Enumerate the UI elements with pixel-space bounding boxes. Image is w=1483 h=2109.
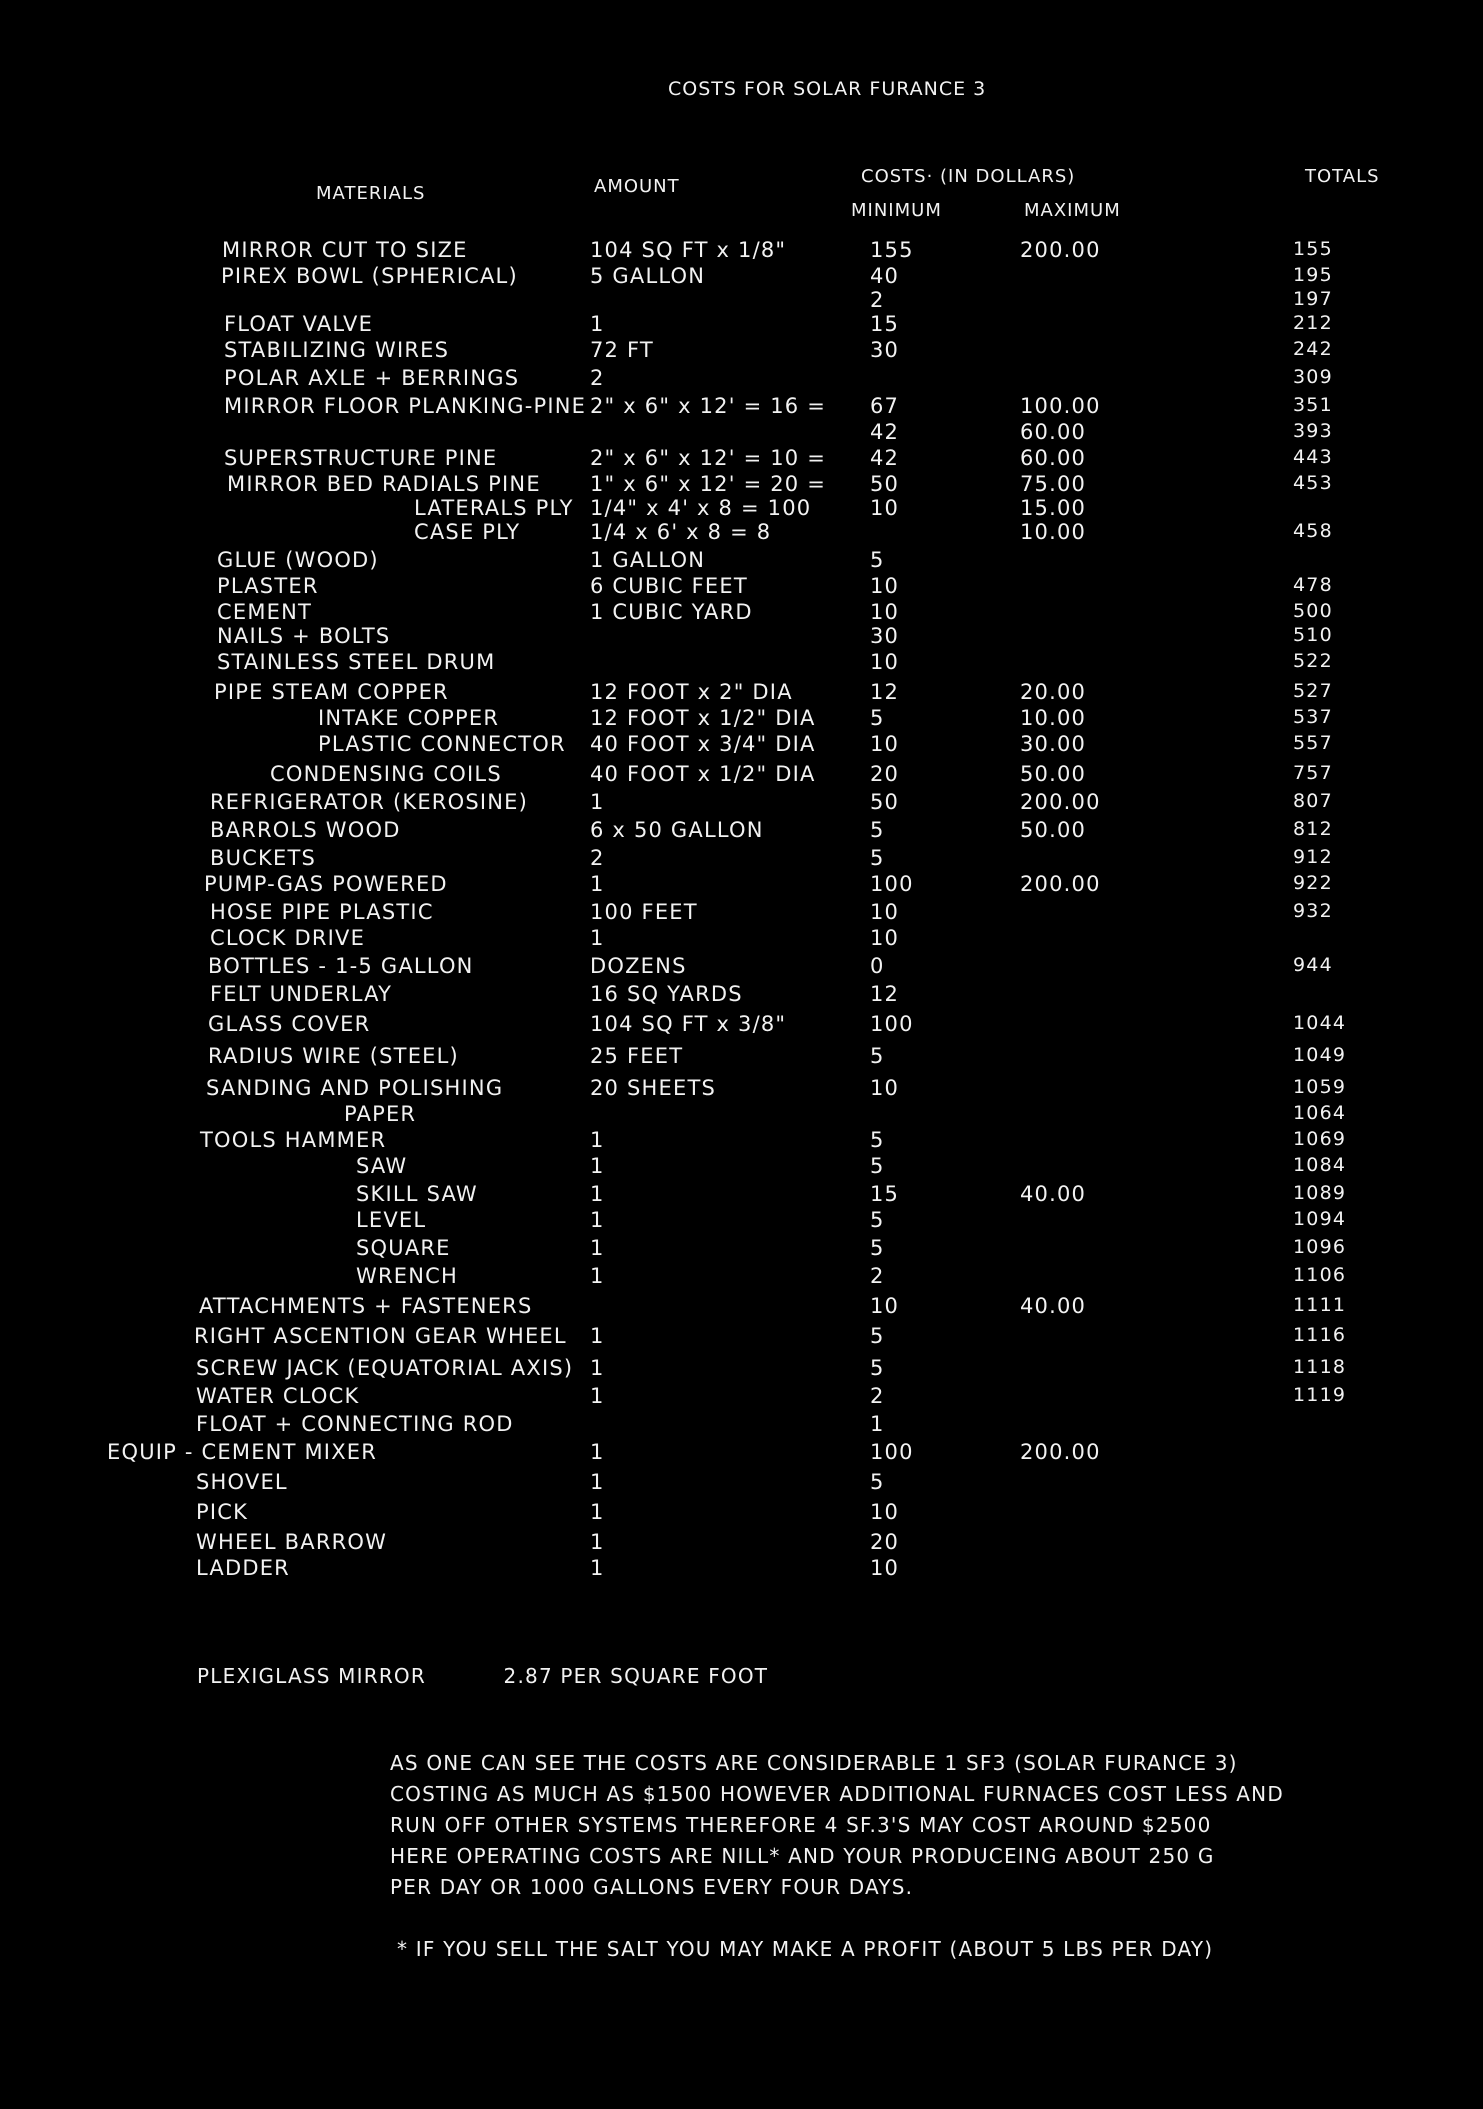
material-cell: POLAR AXLE + BERRINGS — [224, 366, 520, 390]
material-cell: SAW — [356, 1154, 408, 1178]
amount-cell: 1 — [590, 1264, 605, 1288]
maximum-cost-cell: 60.00 — [1020, 420, 1087, 444]
amount-cell: 1/4 x 6' x 8 = 8 — [590, 520, 772, 544]
minimum-cost-cell: 10 — [870, 926, 900, 950]
minimum-cost-cell: 5 — [870, 706, 885, 730]
table-row — [0, 1044, 1483, 1070]
maximum-cost-cell: 30.00 — [1020, 732, 1087, 756]
total-cell: 557 — [1293, 732, 1333, 754]
maximum-cost-cell: 60.00 — [1020, 446, 1087, 470]
total-cell: 912 — [1293, 846, 1333, 868]
table-row — [0, 366, 1483, 392]
total-cell: 351 — [1293, 394, 1333, 416]
amount-cell: 1" x 6" x 12' = 20 = — [590, 472, 827, 496]
table-row — [0, 790, 1483, 816]
material-cell: INTAKE COPPER — [318, 706, 500, 730]
table-row — [0, 472, 1483, 498]
table-row — [0, 1470, 1483, 1496]
table-row — [0, 1236, 1483, 1262]
material-cell: PAPER — [344, 1102, 417, 1126]
material-cell: SANDING AND POLISHING — [206, 1076, 504, 1100]
minimum-cost-cell: 5 — [870, 1044, 885, 1068]
minimum-cost-cell: 30 — [870, 624, 900, 648]
minimum-cost-cell: 100 — [870, 1012, 914, 1036]
material-cell: CONDENSING COILS — [270, 762, 502, 786]
table-row — [0, 520, 1483, 546]
material-cell: REFRIGERATOR (KEROSINE) — [210, 790, 529, 814]
material-cell: SCREW JACK (EQUATORIAL AXIS) — [196, 1356, 574, 1380]
minimum-cost-cell: 12 — [870, 982, 900, 1006]
table-row — [0, 624, 1483, 650]
total-cell: 527 — [1293, 680, 1333, 702]
minimum-cost-cell: 10 — [870, 732, 900, 756]
amount-cell: 25 FEET — [590, 1044, 684, 1068]
minimum-cost-cell: 42 — [870, 446, 900, 470]
table-row — [0, 926, 1483, 952]
material-cell: MIRROR BED RADIALS PINE — [227, 472, 541, 496]
amount-cell: 1 GALLON — [590, 548, 706, 572]
material-cell: BUCKETS — [210, 846, 317, 870]
table-row — [0, 900, 1483, 926]
minimum-cost-cell: 100 — [870, 1440, 914, 1464]
amount-cell: 12 FOOT x 2" DIA — [590, 680, 793, 704]
table-row — [0, 982, 1483, 1008]
material-cell: SQUARE — [356, 1236, 451, 1260]
total-cell: 197 — [1293, 288, 1333, 310]
maximum-cost-cell: 40.00 — [1020, 1294, 1087, 1318]
amount-cell: 1/4" x 4' x 8 = 100 — [590, 496, 812, 520]
amount-cell: 1 — [590, 1384, 605, 1408]
maximum-cost-cell: 75.00 — [1020, 472, 1087, 496]
table-row — [0, 1076, 1483, 1102]
material-cell: HOSE PIPE PLASTIC — [210, 900, 434, 924]
total-cell: 242 — [1293, 338, 1333, 360]
amount-cell: 1 — [590, 1236, 605, 1260]
amount-cell: 2 — [590, 846, 605, 870]
material-cell: RADIUS WIRE (STEEL) — [208, 1044, 459, 1068]
minimum-cost-cell: 10 — [870, 1556, 900, 1580]
total-cell: 1064 — [1293, 1102, 1347, 1124]
amount-cell: 72 FT — [590, 338, 654, 362]
footnote: * IF YOU SELL THE SALT YOU MAY MAKE A PROFIT (ABOUT 5 LBS PER DAY) — [397, 1937, 1214, 1961]
paragraph-line: AS ONE CAN SEE THE COSTS ARE CONSIDERABLE 1 SF3 (SOLAR FURANCE 3) — [390, 1751, 1238, 1775]
total-cell: 807 — [1293, 790, 1333, 812]
material-cell: LADDER — [196, 1556, 290, 1580]
table-row — [0, 954, 1483, 980]
maximum-cost-cell: 200.00 — [1020, 872, 1101, 896]
minimum-cost-cell: 12 — [870, 680, 900, 704]
material-cell: BOTTLES - 1-5 GALLON — [208, 954, 474, 978]
amount-cell: 2" x 6" x 12' = 16 = — [590, 394, 827, 418]
table-row — [0, 574, 1483, 600]
total-cell: 393 — [1293, 420, 1333, 442]
amount-cell: 1 — [590, 1356, 605, 1380]
material-cell: NAILS + BOLTS — [217, 624, 391, 648]
minimum-cost-cell: 5 — [870, 1236, 885, 1260]
material-cell: PLASTER — [217, 574, 319, 598]
minimum-cost-cell: 30 — [870, 338, 900, 362]
table-row — [0, 1384, 1483, 1410]
minimum-cost-cell: 0 — [870, 954, 885, 978]
material-cell: WHEEL BARROW — [196, 1530, 388, 1554]
amount-cell: 1 — [590, 1530, 605, 1554]
material-cell: MIRROR CUT TO SIZE — [222, 238, 468, 262]
total-cell: 1094 — [1293, 1208, 1347, 1230]
total-cell: 1111 — [1293, 1294, 1347, 1316]
table-row — [0, 1012, 1483, 1038]
material-cell: FLOAT + CONNECTING ROD — [196, 1412, 514, 1436]
table-row — [0, 846, 1483, 872]
amount-cell: 1 — [590, 1470, 605, 1494]
table-row — [0, 496, 1483, 522]
material-cell: MIRROR FLOOR PLANKING-PINE — [224, 394, 587, 418]
header-maximum: MAXIMUM — [1024, 200, 1121, 221]
material-cell: SUPERSTRUCTURE PINE — [224, 446, 498, 470]
amount-cell: 5 GALLON — [590, 264, 706, 288]
material-cell: EQUIP - CEMENT MIXER — [107, 1440, 378, 1464]
total-cell: 922 — [1293, 872, 1333, 894]
minimum-cost-cell: 10 — [870, 1076, 900, 1100]
table-row — [0, 732, 1483, 758]
amount-cell: 1 — [590, 1556, 605, 1580]
total-cell: 522 — [1293, 650, 1333, 672]
amount-cell: 16 SQ YARDS — [590, 982, 743, 1006]
maximum-cost-cell: 100.00 — [1020, 394, 1101, 418]
table-row — [0, 1102, 1483, 1128]
material-cell: FLOAT VALVE — [224, 312, 374, 336]
table-row — [0, 1412, 1483, 1438]
table-row — [0, 600, 1483, 626]
table-row — [0, 1208, 1483, 1234]
summary-paragraph — [390, 1748, 1450, 1903]
material-cell: SKILL SAW — [356, 1182, 478, 1206]
total-cell: 212 — [1293, 312, 1333, 334]
material-cell: TOOLS HAMMER — [200, 1128, 387, 1152]
total-cell: 757 — [1293, 762, 1333, 784]
table-row — [0, 650, 1483, 676]
minimum-cost-cell: 40 — [870, 264, 900, 288]
amount-cell: 2" x 6" x 12' = 10 = — [590, 446, 827, 470]
minimum-cost-cell: 5 — [870, 818, 885, 842]
material-cell: PIREX BOWL (SPHERICAL) — [221, 264, 518, 288]
table-row — [0, 238, 1483, 264]
table-row — [0, 762, 1483, 788]
page-title: COSTS FOR SOLAR FURANCE 3 — [668, 78, 987, 100]
total-cell: 944 — [1293, 954, 1333, 976]
maximum-cost-cell: 40.00 — [1020, 1182, 1087, 1206]
amount-cell: 100 FEET — [590, 900, 698, 924]
total-cell: 443 — [1293, 446, 1333, 468]
total-cell: 155 — [1293, 238, 1333, 260]
minimum-cost-cell: 2 — [870, 288, 885, 312]
total-cell: 932 — [1293, 900, 1333, 922]
maximum-cost-cell: 10.00 — [1020, 706, 1087, 730]
amount-cell: 40 FOOT x 1/2" DIA — [590, 762, 816, 786]
table-row — [0, 548, 1483, 574]
maximum-cost-cell: 200.00 — [1020, 790, 1101, 814]
table-row — [0, 420, 1483, 446]
amount-cell: 40 FOOT x 3/4" DIA — [590, 732, 816, 756]
header-costs: COSTS· (IN DOLLARS) — [861, 166, 1076, 187]
minimum-cost-cell: 67 — [870, 394, 900, 418]
table-row — [0, 1556, 1483, 1582]
header-amount: AMOUNT — [594, 176, 680, 197]
minimum-cost-cell: 155 — [870, 238, 914, 262]
minimum-cost-cell: 10 — [870, 650, 900, 674]
amount-cell: DOZENS — [590, 954, 687, 978]
minimum-cost-cell: 15 — [870, 312, 900, 336]
minimum-cost-cell: 100 — [870, 872, 914, 896]
total-cell: 812 — [1293, 818, 1333, 840]
table-row — [0, 1264, 1483, 1290]
table-row — [0, 264, 1483, 290]
table-row — [0, 706, 1483, 732]
total-cell: 1116 — [1293, 1324, 1347, 1346]
table-row — [0, 1356, 1483, 1382]
minimum-cost-cell: 10 — [870, 574, 900, 598]
material-cell: BARROLS WOOD — [210, 818, 401, 842]
total-cell: 500 — [1293, 600, 1333, 622]
maximum-cost-cell: 50.00 — [1020, 818, 1087, 842]
total-cell: 1069 — [1293, 1128, 1347, 1150]
amount-cell: 2 — [590, 366, 605, 390]
amount-cell: 1 — [590, 1440, 605, 1464]
amount-cell: 104 SQ FT x 3/8" — [590, 1012, 787, 1036]
material-cell: GLUE (WOOD) — [217, 548, 379, 572]
minimum-cost-cell: 1 — [870, 1412, 885, 1436]
table-row — [0, 338, 1483, 364]
maximum-cost-cell: 200.00 — [1020, 238, 1101, 262]
amount-cell: 1 — [590, 1128, 605, 1152]
amount-cell: 1 — [590, 1500, 605, 1524]
amount-cell: 1 — [590, 1154, 605, 1178]
minimum-cost-cell: 2 — [870, 1264, 885, 1288]
amount-cell: 1 — [590, 1324, 605, 1348]
total-cell: 1044 — [1293, 1012, 1347, 1034]
minimum-cost-cell: 5 — [870, 1154, 885, 1178]
total-cell: 1089 — [1293, 1182, 1347, 1204]
total-cell: 1049 — [1293, 1044, 1347, 1066]
material-cell: RIGHT ASCENTION GEAR WHEEL — [194, 1324, 567, 1348]
table-row — [0, 1294, 1483, 1320]
table-row — [0, 1154, 1483, 1180]
material-cell: PIPE STEAM COPPER — [214, 680, 449, 704]
amount-cell: 12 FOOT x 1/2" DIA — [590, 706, 816, 730]
total-cell: 1106 — [1293, 1264, 1347, 1286]
table-row — [0, 312, 1483, 338]
material-cell: CEMENT — [217, 600, 313, 624]
total-cell: 1118 — [1293, 1356, 1347, 1378]
total-cell: 1084 — [1293, 1154, 1347, 1176]
total-cell: 1059 — [1293, 1076, 1347, 1098]
amount-cell: 1 — [590, 1208, 605, 1232]
minimum-cost-cell: 10 — [870, 900, 900, 924]
amount-cell: 1 — [590, 790, 605, 814]
total-cell: 195 — [1293, 264, 1333, 286]
amount-cell: 104 SQ FT x 1/8" — [590, 238, 787, 262]
material-cell: SHOVEL — [196, 1470, 288, 1494]
minimum-cost-cell: 15 — [870, 1182, 900, 1206]
total-cell: 510 — [1293, 624, 1333, 646]
total-cell: 309 — [1293, 366, 1333, 388]
material-cell: STABILIZING WIRES — [224, 338, 450, 362]
minimum-cost-cell: 50 — [870, 472, 900, 496]
minimum-cost-cell: 10 — [870, 496, 900, 520]
minimum-cost-cell: 5 — [870, 1356, 885, 1380]
header-minimum: MINIMUM — [851, 200, 942, 221]
paragraph-line: RUN OFF OTHER SYSTEMS THEREFORE 4 SF.3'S MAY COST AROUND $2500 — [390, 1813, 1212, 1837]
material-cell: PLASTIC CONNECTOR — [318, 732, 566, 756]
minimum-cost-cell: 5 — [870, 1208, 885, 1232]
table-row — [0, 1500, 1483, 1526]
minimum-cost-cell: 5 — [870, 1324, 885, 1348]
total-cell: 453 — [1293, 472, 1333, 494]
material-cell: WATER CLOCK — [196, 1384, 360, 1408]
table-row — [0, 1182, 1483, 1208]
material-cell: PICK — [196, 1500, 249, 1524]
plexiglass-line — [197, 1664, 838, 1688]
amount-cell: 1 — [590, 926, 605, 950]
minimum-cost-cell: 10 — [870, 1294, 900, 1318]
paragraph-line: COSTING AS MUCH AS $1500 HOWEVER ADDITIONAL FURNACES COST LESS AND — [390, 1782, 1284, 1806]
paragraph-line: PER DAY OR 1000 GALLONS EVERY FOUR DAYS. — [390, 1875, 914, 1899]
table-row — [0, 1440, 1483, 1466]
minimum-cost-cell: 10 — [870, 1500, 900, 1524]
plexiglass-label: PLEXIGLASS MIRROR — [197, 1664, 426, 1688]
amount-cell: 1 — [590, 1182, 605, 1206]
amount-cell: 6 x 50 GALLON — [590, 818, 764, 842]
table-row — [0, 1530, 1483, 1556]
table-row — [0, 394, 1483, 420]
table-row — [0, 1324, 1483, 1350]
maximum-cost-cell: 200.00 — [1020, 1440, 1101, 1464]
paragraph-line: HERE OPERATING COSTS ARE NILL* AND YOUR PRODUCEING ABOUT 250 G — [390, 1844, 1215, 1868]
header-materials: MATERIALS — [316, 183, 426, 204]
maximum-cost-cell: 10.00 — [1020, 520, 1087, 544]
amount-cell: 20 SHEETS — [590, 1076, 717, 1100]
table-row — [0, 446, 1483, 472]
table-row — [0, 288, 1483, 314]
maximum-cost-cell: 50.00 — [1020, 762, 1087, 786]
header-totals: TOTALS — [1305, 166, 1380, 187]
maximum-cost-cell: 20.00 — [1020, 680, 1087, 704]
plexiglass-price: 2.87 PER SQUARE FOOT — [503, 1664, 769, 1688]
total-cell: 1119 — [1293, 1384, 1347, 1406]
total-cell: 478 — [1293, 574, 1333, 596]
material-cell: LATERALS PLY — [414, 496, 574, 520]
minimum-cost-cell: 50 — [870, 790, 900, 814]
maximum-cost-cell: 15.00 — [1020, 496, 1087, 520]
material-cell: GLASS COVER — [208, 1012, 371, 1036]
material-cell: FELT UNDERLAY — [210, 982, 393, 1006]
amount-cell: 6 CUBIC FEET — [590, 574, 748, 598]
minimum-cost-cell: 10 — [870, 600, 900, 624]
minimum-cost-cell: 5 — [870, 1128, 885, 1152]
material-cell: LEVEL — [356, 1208, 427, 1232]
table-row — [0, 818, 1483, 844]
material-cell: STAINLESS STEEL DRUM — [217, 650, 496, 674]
minimum-cost-cell: 42 — [870, 420, 900, 444]
amount-cell: 1 — [590, 312, 605, 336]
total-cell: 458 — [1293, 520, 1333, 542]
minimum-cost-cell: 2 — [870, 1384, 885, 1408]
material-cell: CASE PLY — [414, 520, 521, 544]
minimum-cost-cell: 20 — [870, 762, 900, 786]
minimum-cost-cell: 5 — [870, 1470, 885, 1494]
amount-cell: 1 — [590, 872, 605, 896]
material-cell: WRENCH — [356, 1264, 458, 1288]
material-cell: ATTACHMENTS + FASTENERS — [199, 1294, 533, 1318]
material-cell: PUMP-GAS POWERED — [204, 872, 448, 896]
minimum-cost-cell: 5 — [870, 548, 885, 572]
table-row — [0, 872, 1483, 898]
minimum-cost-cell: 5 — [870, 846, 885, 870]
minimum-cost-cell: 20 — [870, 1530, 900, 1554]
material-cell: CLOCK DRIVE — [210, 926, 366, 950]
total-cell: 537 — [1293, 706, 1333, 728]
amount-cell: 1 CUBIC YARD — [590, 600, 753, 624]
table-row — [0, 680, 1483, 706]
table-row — [0, 1128, 1483, 1154]
total-cell: 1096 — [1293, 1236, 1347, 1258]
